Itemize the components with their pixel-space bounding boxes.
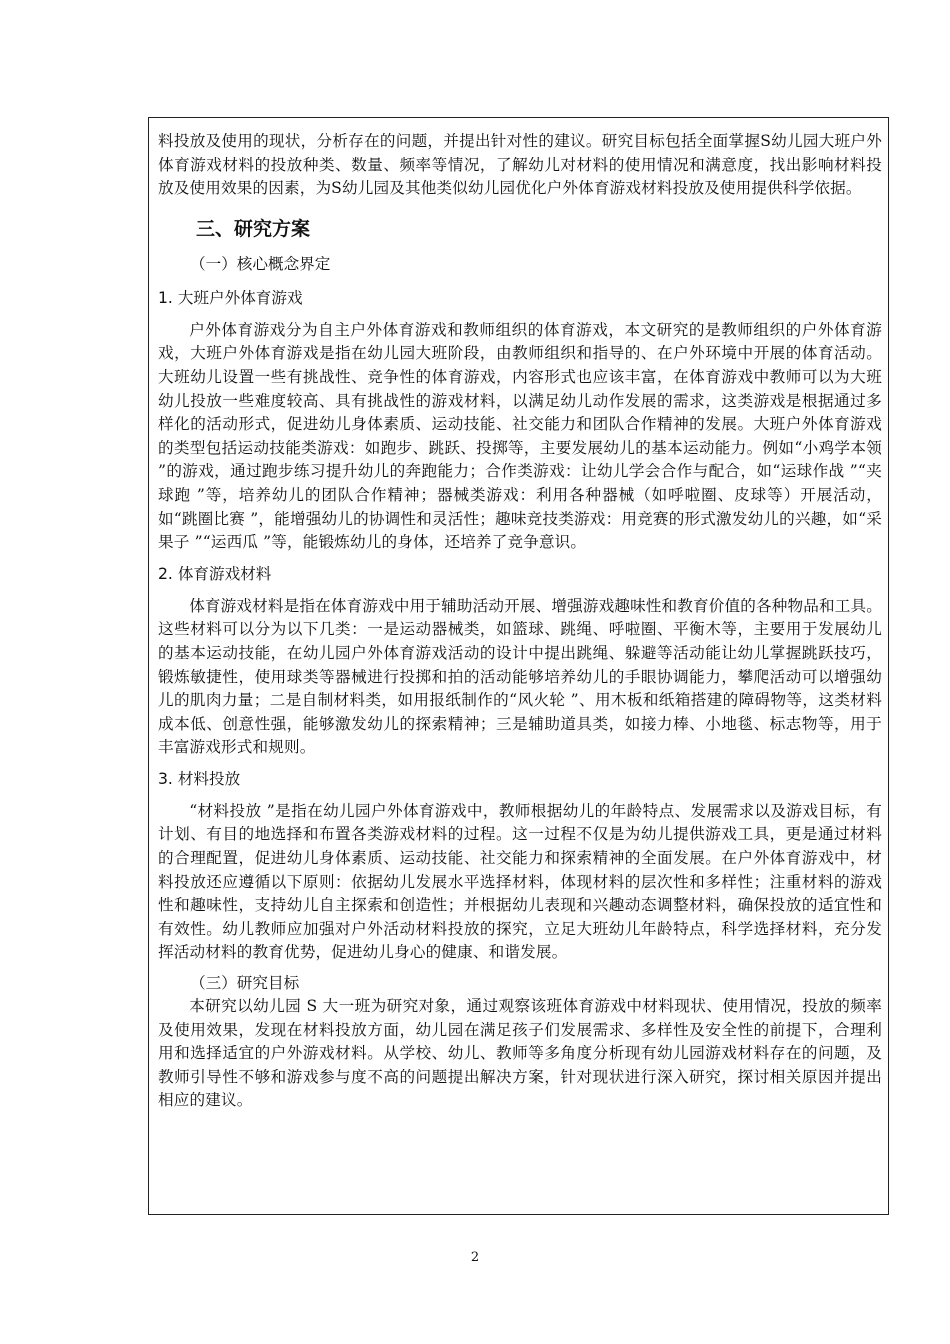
research-goal-body: 本研究以幼儿园 S 大一班为研究对象，通过观察该班体育游戏中材料现状、使用情况，投放的频率及使用效果，发现在材料投放方面，幼儿园在满足孩子们发展需求、多样性及安全性的前提下，合理利用和选择适宜的户外游戏材料。从学校、幼儿、教师等多角度分析现有幼儿园游戏材料存在的问题，及教师引导性不够和游戏参与度不高的问题提出解决方案，针对现状进行深入研究，探讨相关原因并提出相应的建议。 xyxy=(158,997,882,1110)
subsection-research-goals: （三）研究目标 xyxy=(190,974,300,993)
subsection-core-concepts: （一）核心概念界定 xyxy=(190,254,331,273)
document-body xyxy=(158,130,882,1113)
concept-1-title: 1. 大班户外体育游戏 xyxy=(158,288,303,307)
section-title: 三、研究方案 xyxy=(196,217,311,240)
concept-3-title: 3. 材料投放 xyxy=(158,769,241,788)
intro-paragraph: 料投放及使用的现状，分析存在的问题，并提出针对性的建议。研究目标包括全面掌握S幼儿园大班户外体育游戏材料的投放种类、数量、频率等情况，了解幼儿对材料的使用情况和满意度，找出影响材料投放及使用效果的因素，为S幼儿园及其他类似幼儿园优化户外体育游戏材料投放及使用提供科学依据。 xyxy=(158,132,882,198)
page-number: 2 xyxy=(470,1250,480,1265)
concept-1-body: 户外体育游戏分为自主户外体育游戏和教师组织的体育游戏，本文研究的是教师组织的户外体育游戏，大班户外体育游戏是指在幼儿园大班阶段，由教师组织和指导的、在户外环境中开展的体育活动。大班幼儿设置一些有挑战性、竞争性的体育游戏，内容形式也应该丰富，在体育游戏中教师可以为大班幼儿投放一些难度较高、具有挑战性的游戏材料，以满足幼儿动作发展的需求，这类游戏是根据通过多样化的活动形式，促进幼儿身体素质、运动技能、社交能力和团队合作精神的发展。大班户外体育游戏的类型包括运动技能类游戏：如跑步、跳跃、投掷等，主要发展幼儿的基本运动能力。例如“小鸡学本领 ”的游戏，通过跑步练习提升幼儿的奔跑能力；合作类游戏：让幼儿学会合作与配合，如“运球作战 ”“夹球跑 ”等，培养幼儿的团队合作精神；器械类游戏：利用各种器械（如呼啦圈、皮球等）开展活动，如“跳圈比赛 ”，能增强幼儿的协调性和灵活性；趣味竞技类游戏：用竞赛的形式激发幼儿的兴趣，如“采果子 ”“运西瓜 ”等，能锻炼幼儿的身体，还培养了竞争意识。 xyxy=(158,320,882,552)
concept-3-body: “材料投放 ”是指在幼儿园户外体育游戏中，教师根据幼儿的年龄特点、发展需求以及游戏目标，有计划、有目的地选择和布置各类游戏材料的过程。这一过程不仅是为幼儿提供游戏工具，更是通过材料的合理配置，促进幼儿身体素质、运动技能、社交能力和探索精神的全面发展。在户外体育游戏中，材料投放还应遵循以下原则：依据幼儿发展水平选择材料，体现材料的层次性和多样性；注重材料的游戏性和趣味性，支持幼儿自主探索和创造性；并根据幼儿表现和兴趣动态调整材料，确保投放的适宜性和有效性。幼儿教师应加强对户外活动材料投放的探究，立足大班幼儿年龄特点，科学选择材料，充分发挥活动材料的教育优势，促进幼儿身心的健康、和谐发展。 xyxy=(158,801,882,962)
concept-2-body: 体育游戏材料是指在体育游戏中用于辅助活动开展、增强游戏趣味性和教育价值的各种物品和工具。这些材料可以分为以下几类：一是运动器械类，如篮球、跳绳、呼啦圈、平衡木等，主要用于发展幼儿的基本运动技能，在幼儿园户外体育游戏活动的设计中提出跳绳、躲避等活动能让幼儿掌握跳跃技巧，锻炼敏捷性，使用球类等器械进行投掷和拍的活动能够培养幼儿的手眼协调能力，攀爬活动可以增强幼儿的肌肉力量；二是自制材料类，如用报纸制作的“风火轮 ”、用木板和纸箱搭建的障碍物等，这类材料成本低、创意性强，能够激发幼儿的探索精神；三是辅助道具类，如接力棒、小地毯、标志物等，用于丰富游戏形式和规则。 xyxy=(158,596,882,757)
concept-2-title: 2. 体育游戏材料 xyxy=(158,564,272,583)
